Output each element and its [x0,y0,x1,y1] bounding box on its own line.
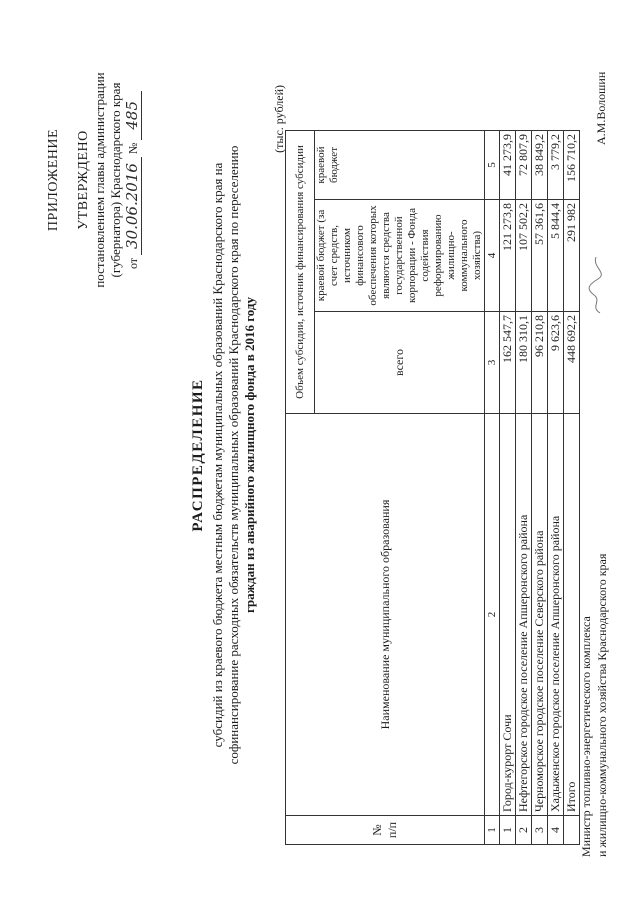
total-fund: 291 982 [564,200,580,312]
row-fund: 5 844,4 [548,200,564,312]
title-line-1: субсидий из краевого бюджета местным бюджетам муниципальных образований Краснодарского края на [210,162,225,748]
approval-line-2: (губернатора) Краснодарского края [108,82,123,278]
header-name: Наименование муниципального образования [286,414,485,816]
approval-stamp [46,40,141,320]
row-regional: 41 273,9 [500,131,516,200]
row-no: 3 [532,816,548,845]
row-total: 96 210,8 [532,312,548,414]
row-no: 4 [548,816,564,845]
row-fund: 121 273,8 [500,200,516,312]
row-name: Черноморское городское поселение Северского района [532,414,548,816]
total-label: Итого [564,414,580,816]
approved-label: УТВЕРЖДЕНО [76,130,91,230]
header-total: всего [315,312,485,414]
header-volume: Объем субсидии, источник финансирования субсидии [286,131,315,414]
row-total: 9 623,6 [548,312,564,414]
units-label: (тыс. рублей) [272,85,286,153]
row-fund: 107 502,2 [516,200,532,312]
from-label: от [126,257,140,270]
document-title [190,65,258,845]
row-no: 1 [500,816,516,845]
row-fund: 57 361,6 [532,200,548,312]
row-no: 2 [516,816,532,845]
row-name: Нефтегорское городское поселение Апшеронского района [516,414,532,816]
row-name: Хадыженское городское поселение Апшеронского района [548,414,564,816]
table-row [516,131,532,845]
column-number-row [485,131,500,845]
handwritten-date: 30.06.2016 [123,157,142,255]
total-sum: 448 692,2 [564,312,580,414]
row-total: 180 310,1 [516,312,532,414]
header-fund: краевой бюджет (за счет средств, источником финансового обеспечения которых являются средства государственной корпорации - Фонда содействия реформированию жилищно-коммунального хозяйства) [315,200,485,312]
col-number: 4 [485,200,500,312]
table-header-row [286,131,315,845]
approval-date-line [124,40,141,320]
appendix-label: ПРИЛОЖЕНИЕ [46,128,61,232]
row-total: 162 547,7 [500,312,516,414]
header-regional: краевой бюджет [315,131,485,200]
col-number: 2 [485,414,500,816]
handwritten-number: 485 [123,91,142,140]
approval-line-1: постановлением главы администрации [92,72,107,288]
row-regional: 38 849,2 [532,131,548,200]
total-regional: 156 710,2 [564,131,580,200]
row-regional: 72 807,9 [516,131,532,200]
title-line-3: граждан из аварийного жилищного фонда в 2016 году [242,297,257,613]
signatory-title [578,554,610,857]
col-number: 3 [485,312,500,414]
table-row [500,131,516,845]
col-number: 5 [485,131,500,200]
signatory-line-2: и жилищно-коммунального хозяйства Краснодарского края [595,553,609,857]
table-row [532,131,548,845]
row-regional: 3 779,2 [548,131,564,200]
signature-scribble [584,255,606,315]
number-label: № [126,142,140,155]
header-no: № п/п [286,816,485,845]
title-heading: РАСПРЕДЕЛЕНИЕ [190,378,206,532]
signer-name: А.М.Волошин [594,71,608,145]
table-row [548,131,564,845]
title-line-2: софинансирование расходных обязательств муниципальных образований Краснодарского края по переселению [226,145,241,765]
col-number: 1 [485,816,500,845]
signatory-line-1: Министр топливно-энергетического комплекса [579,616,593,857]
distribution-table [285,130,580,845]
row-name: Город-курорт Сочи [500,414,516,816]
